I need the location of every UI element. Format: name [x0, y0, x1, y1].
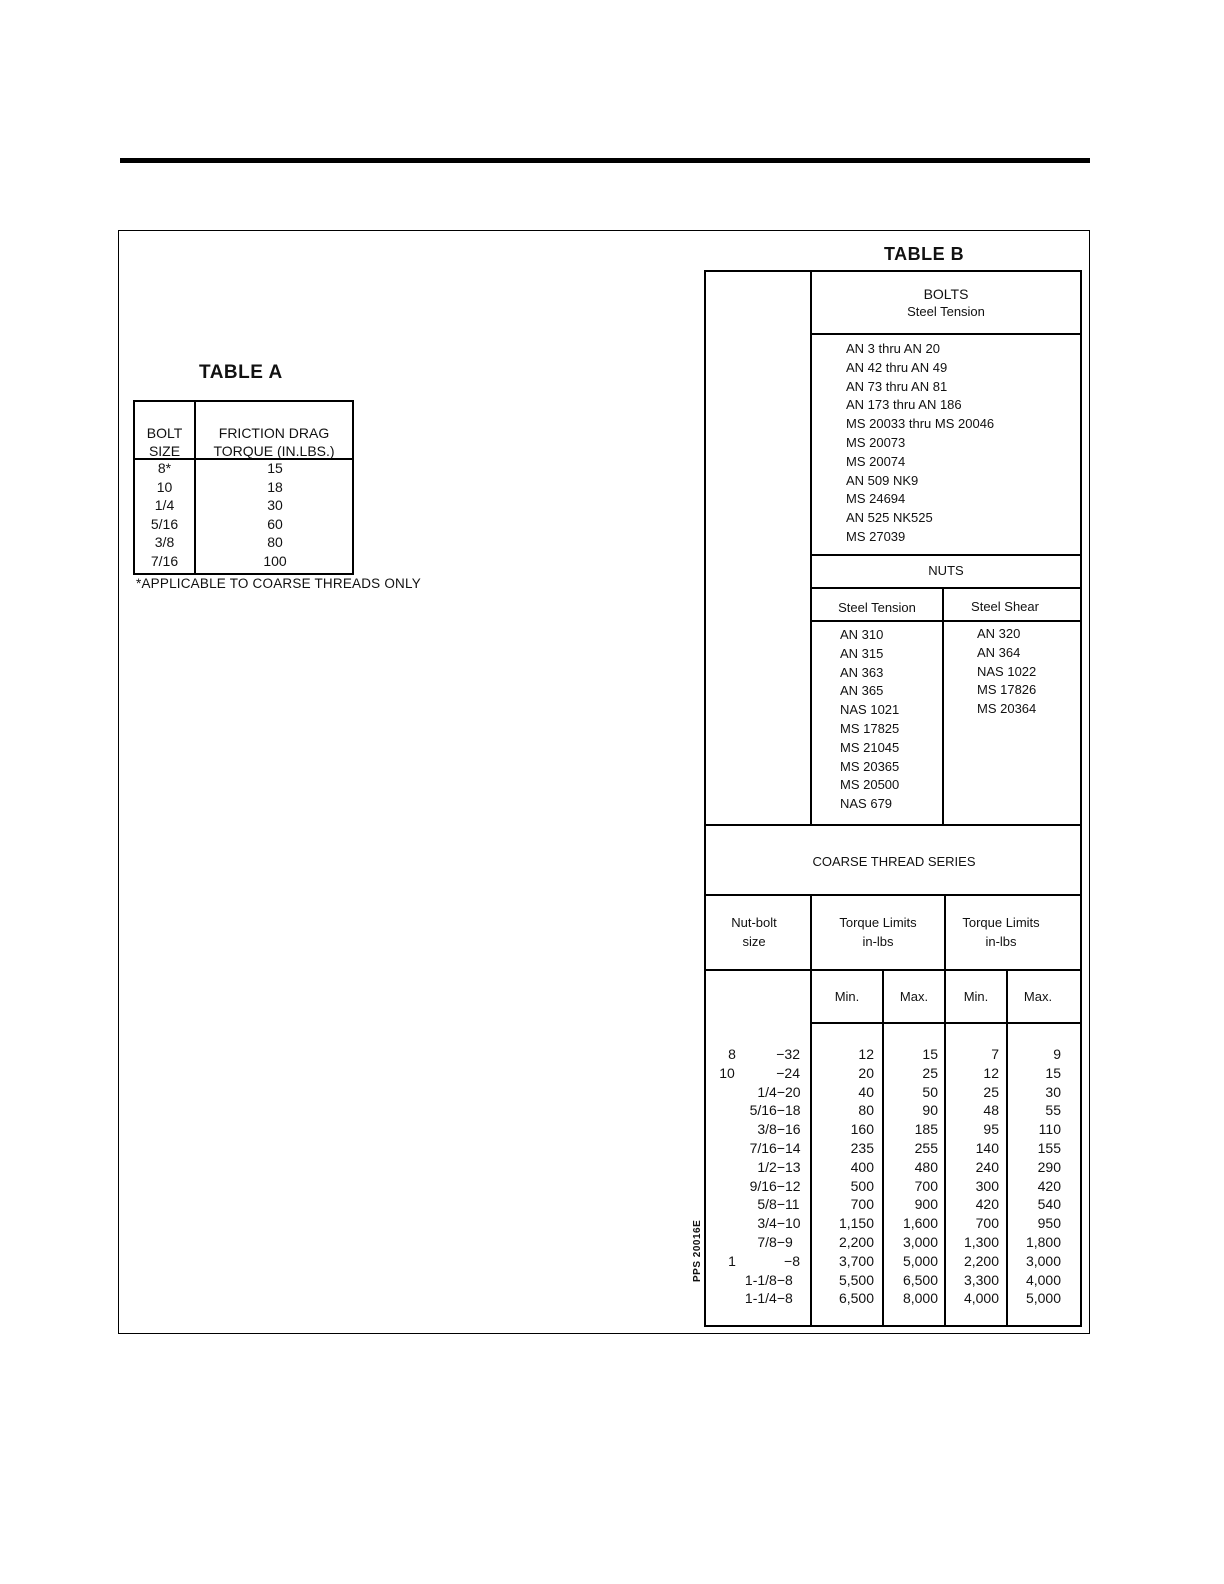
torque-min-b: 1,300	[963, 1234, 999, 1250]
nut-tension-spec: AN 315	[840, 645, 884, 661]
torque-max-a: 3,000	[902, 1234, 938, 1250]
torque-max-a: 255	[914, 1140, 938, 1156]
torque-max-b: 4,000	[1025, 1271, 1061, 1288]
thread-pitch: 16	[785, 1121, 801, 1138]
col-torque-b-line1: Torque Limits	[962, 915, 1040, 930]
nut-tension-spec: MS 20365	[840, 758, 900, 774]
torque-min-a: 700	[850, 1196, 874, 1213]
thread-diameter: 3/4−	[757, 1215, 785, 1232]
max-label-b: Max.	[1023, 989, 1053, 1004]
col-size-line1: Nut-bolt	[731, 915, 777, 930]
torque-min-b: 48	[983, 1102, 999, 1119]
torque-max-a: 25	[922, 1064, 938, 1081]
top-rule	[120, 158, 1090, 163]
torque-max-b: 9	[1053, 1046, 1061, 1062]
thread-diameter: 1-1/4−	[744, 1290, 785, 1307]
torque-max-a: 8,000	[902, 1290, 938, 1307]
nuts-header: NUTS	[928, 563, 964, 578]
bolt-spec: MS 27039	[846, 529, 906, 544]
torque-max-a: 700	[914, 1177, 938, 1194]
table-b-title: TABLE B	[884, 244, 965, 264]
thread-pitch: 8	[785, 1290, 793, 1307]
table-a-bolt-size: 5/16	[150, 515, 179, 532]
torque-min-b: 7	[991, 1046, 999, 1062]
nut-shear-spec: NAS 1022	[977, 663, 1037, 679]
table-b-bolts-header-divider	[810, 333, 1082, 335]
table-a-title: TABLE A	[199, 362, 283, 383]
col-torque-b-line2: in-lbs	[985, 934, 1017, 949]
nut-tension-spec: MS 20500	[840, 777, 900, 793]
torque-max-a: 50	[922, 1083, 938, 1100]
coarse-thread-header: COARSE THREAD SERIES	[812, 854, 976, 869]
table-a-bolt-size: 10	[156, 478, 173, 495]
torque-min-a: 40	[858, 1083, 874, 1100]
torque-min-a: 1,150	[838, 1215, 874, 1232]
table-a	[133, 400, 354, 575]
thread-diameter: 1/2−	[757, 1158, 785, 1175]
torque-max-a: 900	[914, 1196, 938, 1213]
torque-max-b: 15	[1045, 1064, 1061, 1081]
thread-pitch: 20	[785, 1083, 801, 1100]
table-b-nuts-sub-divider	[810, 587, 1082, 589]
torque-min-b: 4,000	[963, 1290, 999, 1307]
table-a-header-bolt-size: BOLT SIZE	[146, 425, 183, 459]
thread-diameter: 5/8−	[757, 1196, 785, 1213]
min-label-a: Min.	[834, 989, 860, 1004]
thread-pitch: −32	[776, 1046, 800, 1062]
thread-diameter: 7/16−	[749, 1140, 785, 1156]
col-torque-a-line2: in-lbs	[862, 934, 894, 949]
table-a-row	[135, 497, 352, 516]
torque-max-b: 950	[1037, 1215, 1061, 1232]
col-size-line2: size	[742, 934, 766, 949]
bolt-spec: AN 73 thru AN 81	[846, 378, 948, 394]
table-a-bolt-size: 8*	[157, 460, 172, 476]
table-a-row	[135, 534, 352, 553]
table-a-row	[135, 479, 352, 498]
torque-max-b: 30	[1045, 1083, 1061, 1100]
torque-min-b: 300	[975, 1177, 999, 1194]
thread-pitch: 9	[785, 1234, 793, 1250]
torque-min-b: 25	[983, 1083, 999, 1100]
thread-pitch: 14	[785, 1140, 801, 1156]
table-a-header-torque: FRICTION DRAG TORQUE (IN.LBS.)	[213, 425, 335, 459]
thread-pitch: 10	[785, 1215, 801, 1232]
table-b-colhead-divider	[704, 969, 1082, 971]
table-a-torque: 100	[263, 552, 287, 569]
thread-pitch: 8	[785, 1271, 793, 1288]
table-a-bolt-size: 3/8	[154, 534, 175, 551]
table-a-torque: 60	[267, 515, 283, 532]
bolt-spec: AN 173 thru AN 186	[846, 397, 962, 413]
table-b-left-column-divider	[810, 272, 812, 825]
thread-diameter: 1/4−	[757, 1083, 785, 1100]
thread-pitch: 11	[785, 1196, 800, 1213]
torque-min-b: 700	[975, 1215, 999, 1232]
torque-min-a: 400	[850, 1158, 874, 1175]
table-a-body	[135, 460, 352, 572]
document-code: PPS 20016E	[692, 1219, 703, 1282]
torque-min-b: 3,300	[963, 1271, 999, 1288]
table-a-torque: 30	[267, 497, 283, 514]
torque-min-a: 235	[850, 1140, 874, 1156]
torque-min-b: 240	[975, 1158, 999, 1175]
torque-min-a: 5,500	[838, 1271, 874, 1288]
table-b-nuts-body-divider	[810, 620, 1082, 622]
table-a-torque: 18	[267, 478, 283, 495]
thread-pitch: 18	[785, 1102, 801, 1119]
torque-min-a: 80	[858, 1102, 874, 1119]
torque-min-b: 12	[983, 1064, 999, 1081]
torque-max-a: 1,600	[902, 1215, 938, 1232]
thread-diameter: 1	[728, 1252, 736, 1269]
nut-tension-spec: MS 21045	[840, 739, 900, 755]
thread-diameter: 10	[719, 1064, 735, 1081]
thread-diameter: 5/16−	[749, 1102, 785, 1119]
torque-max-b: 155	[1037, 1140, 1061, 1156]
table-b-coarse-top-divider	[704, 824, 1082, 826]
torque-max-a: 480	[914, 1158, 938, 1175]
torque-min-b: 420	[975, 1196, 999, 1213]
torque-max-a: 90	[922, 1102, 938, 1119]
nut-shear-spec: AN 364	[977, 644, 1021, 660]
thread-pitch: 13	[785, 1158, 801, 1175]
thread-diameter: 7/8−	[757, 1234, 785, 1250]
bolt-spec: AN 509 NK9	[846, 472, 919, 488]
torque-max-a: 5,000	[902, 1252, 938, 1269]
torque-min-b: 95	[983, 1121, 999, 1138]
torque-min-a: 160	[850, 1121, 874, 1138]
nut-tension-spec: NAS 679	[840, 796, 893, 812]
torque-min-a: 3,700	[838, 1252, 874, 1269]
torque-min-b: 2,200	[963, 1252, 999, 1269]
table-a-torque: 15	[267, 460, 283, 476]
torque-min-a: 500	[850, 1177, 874, 1194]
torque-max-b: 5,000	[1025, 1290, 1061, 1307]
nut-shear-spec: AN 320	[977, 626, 1021, 641]
table-b-nuts-top-divider	[810, 554, 1082, 556]
bolt-spec: MS 20073	[846, 435, 906, 450]
table-a-bolt-size: 7/16	[150, 552, 179, 569]
thread-diameter: 8	[728, 1046, 736, 1062]
thread-pitch: −8	[784, 1252, 800, 1269]
nut-tension-spec: AN 310	[840, 627, 884, 642]
torque-min-a: 6,500	[838, 1290, 874, 1307]
bolt-spec: AN 3 thru AN 20	[846, 341, 940, 356]
col-torque-a-line1: Torque Limits	[839, 915, 917, 930]
bolts-header: BOLTS	[923, 286, 969, 302]
nut-tension-spec: AN 365	[840, 683, 884, 699]
torque-max-b: 1,800	[1025, 1234, 1061, 1250]
table-b-minmax-divider	[810, 1022, 1082, 1024]
table-b-coarse-header-divider	[704, 894, 1082, 896]
torque-min-a: 12	[858, 1046, 874, 1062]
table-b-nuts-column-divider	[942, 587, 944, 825]
table-a-torque: 80	[267, 534, 283, 551]
min-label-b: Min.	[963, 989, 989, 1004]
torque-max-b: 540	[1037, 1196, 1061, 1213]
thread-pitch: −24	[776, 1064, 800, 1081]
thread-pitch: 12	[785, 1177, 801, 1194]
bolt-spec: MS 20074	[846, 453, 906, 469]
torque-min-b: 140	[975, 1140, 999, 1156]
torque-min-a: 20	[858, 1064, 874, 1081]
torque-max-b: 110	[1038, 1121, 1061, 1138]
torque-max-a: 6,500	[902, 1271, 938, 1288]
nuts-tension-header: Steel Tension	[838, 600, 916, 615]
torque-max-b: 420	[1037, 1177, 1061, 1194]
torque-min-a: 2,200	[838, 1234, 874, 1250]
nut-shear-spec: MS 17826	[977, 682, 1037, 698]
torque-max-b: 290	[1037, 1158, 1061, 1175]
nut-tension-spec: AN 363	[840, 664, 884, 680]
bolt-spec: MS 24694	[846, 491, 906, 507]
torque-max-b: 55	[1045, 1102, 1061, 1119]
nut-tension-spec: MS 17825	[840, 721, 900, 736]
thread-diameter: 1-1/8−	[744, 1271, 785, 1288]
table-a-footnote: *APPLICABLE TO COARSE THREADS ONLY	[136, 576, 421, 591]
torque-max-a: 185	[914, 1121, 938, 1138]
table-a-bolt-size: 1/4	[154, 497, 175, 514]
torque-max-a: 15	[922, 1046, 938, 1062]
bolt-spec: MS 20033 thru MS 20046	[846, 416, 995, 432]
table-a-row	[135, 553, 352, 572]
table-a-row	[135, 460, 352, 479]
nuts-shear-header: Steel Shear	[971, 599, 1039, 614]
table-a-row	[135, 516, 352, 535]
thread-diameter: 9/16−	[749, 1177, 785, 1194]
bolt-spec: AN 525 NK525	[846, 510, 933, 526]
nut-tension-spec: NAS 1021	[840, 702, 900, 718]
torque-max-b: 3,000	[1025, 1252, 1061, 1269]
thread-diameter: 3/8−	[757, 1121, 785, 1138]
bolt-spec: AN 42 thru AN 49	[846, 359, 948, 375]
nut-shear-spec: MS 20364	[977, 701, 1037, 717]
max-label-a: Max.	[899, 989, 929, 1004]
bolts-subheader: Steel Tension	[907, 304, 985, 319]
